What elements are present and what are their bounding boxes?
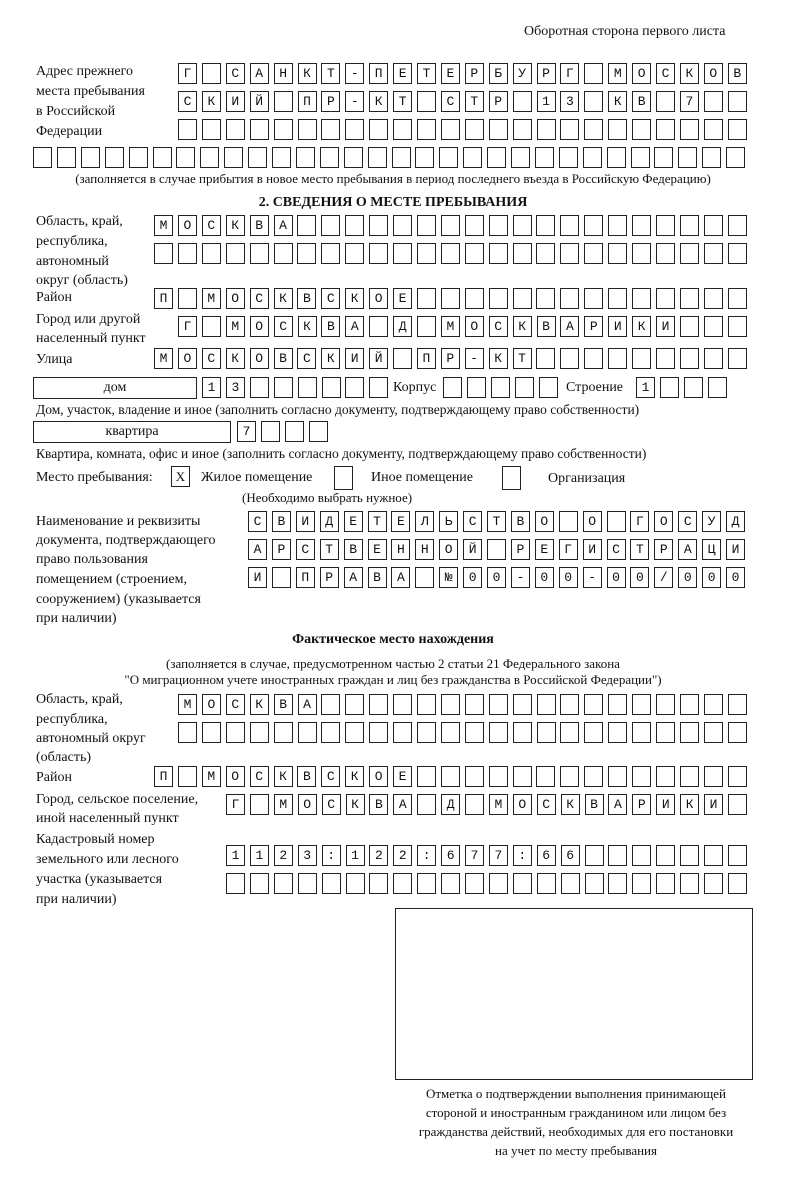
char-box[interactable] [154, 243, 173, 264]
char-box[interactable] [465, 288, 484, 309]
char-box[interactable] [513, 243, 532, 264]
char-box[interactable] [608, 873, 627, 894]
char-box[interactable] [536, 766, 555, 787]
char-box[interactable] [513, 722, 532, 743]
cadastral-label-3: участка (указывается [36, 872, 163, 887]
char-box[interactable] [560, 348, 579, 369]
char-box[interactable] [105, 147, 124, 168]
char-box[interactable] [632, 243, 651, 264]
char-box[interactable] [728, 722, 747, 743]
char-box[interactable] [684, 377, 703, 398]
char-box[interactable] [728, 348, 747, 369]
char-box[interactable] [680, 119, 699, 140]
doc-label-2: документа, подтверждающего [36, 533, 216, 548]
actual-city-label-1: Город, сельское поселение, [36, 792, 199, 807]
char-box[interactable] [728, 766, 747, 787]
char-box[interactable] [298, 119, 317, 140]
residential-checkbox[interactable]: X [171, 466, 190, 487]
char-box[interactable] [560, 243, 579, 264]
row-value: 1 [641, 380, 666, 395]
prev-address-label-3: в Российской [36, 104, 116, 119]
char-box[interactable] [680, 288, 699, 309]
prev-address-label-1: Адрес прежнего [36, 64, 133, 79]
char-box[interactable] [250, 243, 269, 264]
organization-label: Организация [548, 471, 626, 486]
char-box[interactable] [608, 288, 627, 309]
actual-region-label-4: (область) [36, 750, 92, 765]
char-box[interactable] [417, 119, 436, 140]
char-box[interactable] [728, 215, 747, 236]
char-box[interactable] [608, 348, 627, 369]
char-box[interactable] [441, 243, 460, 264]
char-box[interactable] [489, 243, 508, 264]
char-box[interactable] [583, 147, 602, 168]
char-box[interactable] [274, 119, 293, 140]
other-premises-checkbox[interactable] [334, 466, 353, 490]
char-box[interactable] [608, 694, 627, 715]
char-box[interactable] [465, 243, 484, 264]
house-note: Дом, участок, владение и иное (заполнить согласно документу, подтверждающему право собственности) [36, 402, 640, 417]
char-box[interactable] [708, 377, 727, 398]
region-label-4: округ (область) [36, 273, 128, 288]
char-box[interactable] [728, 288, 747, 309]
char-box[interactable] [226, 873, 245, 894]
char-box[interactable] [704, 348, 723, 369]
char-box[interactable] [285, 421, 304, 442]
char-box[interactable] [680, 766, 699, 787]
char-box[interactable] [584, 119, 603, 140]
row-value: Г МОСКВА Д МОСКВАРИКИ [183, 319, 686, 334]
prev-address-label-2: места пребывания [36, 84, 145, 99]
char-box[interactable] [728, 243, 747, 264]
char-box[interactable] [632, 348, 651, 369]
char-box[interactable] [393, 119, 412, 140]
char-box[interactable] [368, 147, 387, 168]
char-box[interactable] [608, 243, 627, 264]
char-box[interactable] [680, 243, 699, 264]
char-box[interactable] [441, 119, 460, 140]
char-box[interactable] [632, 694, 651, 715]
char-box[interactable] [656, 873, 675, 894]
char-box[interactable] [369, 377, 388, 398]
char-box[interactable] [441, 288, 460, 309]
char-box[interactable] [513, 215, 532, 236]
char-box[interactable] [439, 147, 458, 168]
char-box[interactable] [489, 722, 508, 743]
char-box[interactable] [632, 215, 651, 236]
char-box[interactable] [704, 873, 723, 894]
row-value: Г МОСКВА Д МОСКВАРИКИ [231, 797, 734, 812]
char-box[interactable] [178, 119, 197, 140]
char-box[interactable] [704, 288, 723, 309]
char-box[interactable] [728, 845, 747, 866]
prev-address-note: (заполняется в случае прибытия в новое место пребывания в период последнего въезда в Российскую Федерацию) [75, 171, 711, 186]
char-box[interactable] [704, 694, 723, 715]
row-value: Г САНКТ-ПЕТЕРБУРГ МОСКОВ [183, 66, 758, 81]
char-box[interactable] [513, 694, 532, 715]
char-box[interactable] [441, 722, 460, 743]
char-box[interactable] [537, 873, 556, 894]
char-box[interactable] [344, 147, 363, 168]
char-box[interactable] [726, 147, 745, 168]
char-box[interactable] [489, 119, 508, 140]
char-box[interactable] [202, 722, 221, 743]
doc-label-3: право пользования [36, 552, 148, 567]
char-box[interactable] [704, 766, 723, 787]
char-box[interactable] [656, 845, 675, 866]
char-box[interactable] [321, 722, 340, 743]
char-box[interactable] [537, 119, 556, 140]
char-box[interactable] [465, 722, 484, 743]
char-box[interactable] [309, 421, 328, 442]
char-box[interactable] [536, 215, 555, 236]
char-box[interactable] [441, 215, 460, 236]
char-box[interactable] [417, 873, 436, 894]
char-box[interactable] [465, 215, 484, 236]
char-box[interactable] [728, 119, 747, 140]
char-box[interactable] [559, 147, 578, 168]
char-box[interactable] [321, 215, 340, 236]
char-box[interactable] [393, 694, 412, 715]
char-box[interactable] [392, 147, 411, 168]
char-box[interactable] [537, 722, 556, 743]
district-label: Район [36, 290, 72, 305]
char-box[interactable] [272, 147, 291, 168]
char-box[interactable] [513, 288, 532, 309]
street-label: Улица [36, 352, 73, 367]
char-box[interactable] [463, 147, 482, 168]
cadastral-label-1: Кадастровый номер [36, 832, 155, 847]
confirmation-caption-2: стороной и иностранным гражданином или лицом без [425, 1105, 727, 1120]
actual-district-label: Район [36, 770, 72, 785]
char-box[interactable] [704, 845, 723, 866]
char-box[interactable] [584, 243, 603, 264]
char-box[interactable] [441, 694, 460, 715]
char-box[interactable] [632, 873, 651, 894]
row-value: СКИЙ ПР-КТ СТР 13 КВ 7 [183, 94, 710, 109]
char-box[interactable] [176, 147, 195, 168]
char-box[interactable] [153, 147, 172, 168]
char-box[interactable] [345, 722, 364, 743]
char-box[interactable] [441, 873, 460, 894]
char-box[interactable] [298, 722, 317, 743]
region-label-3: автономный [36, 254, 109, 269]
char-box[interactable] [393, 722, 412, 743]
actual-region-label-3: автономный округ [36, 731, 146, 746]
char-box[interactable] [704, 243, 723, 264]
char-box[interactable] [680, 722, 699, 743]
row-value: СВИДЕТЕЛЬСТВО О ГОСУД [253, 514, 756, 529]
char-box[interactable] [608, 119, 627, 140]
confirmation-caption-1: Отметка о подтверждении выполнения принимающей [425, 1086, 727, 1101]
confirmation-caption-3: гражданства действий, необходимых для его постановки [418, 1124, 734, 1139]
char-box[interactable] [656, 694, 675, 715]
organization-checkbox[interactable] [502, 466, 521, 490]
char-box[interactable] [585, 873, 604, 894]
char-box[interactable] [491, 377, 510, 398]
char-box[interactable] [33, 147, 52, 168]
char-box[interactable] [560, 288, 579, 309]
char-box[interactable] [535, 147, 554, 168]
char-box[interactable] [680, 845, 699, 866]
char-box[interactable] [369, 119, 388, 140]
char-box[interactable] [584, 722, 603, 743]
char-box[interactable] [704, 722, 723, 743]
char-box[interactable] [511, 147, 530, 168]
char-box[interactable] [417, 243, 436, 264]
char-box[interactable] [608, 845, 627, 866]
char-box[interactable] [202, 119, 221, 140]
actual-location-title: Фактическое место нахождения [292, 632, 494, 647]
char-box[interactable] [321, 243, 340, 264]
char-box[interactable] [654, 147, 673, 168]
char-box[interactable] [489, 766, 508, 787]
char-box[interactable] [226, 722, 245, 743]
char-box[interactable] [560, 694, 579, 715]
char-box[interactable] [226, 243, 245, 264]
residential-label: Жилое помещение [201, 470, 313, 485]
char-box[interactable] [322, 873, 341, 894]
char-box[interactable] [515, 377, 534, 398]
char-box[interactable] [320, 147, 339, 168]
char-box[interactable] [467, 377, 486, 398]
apartment-type-field[interactable]: квартира [33, 421, 231, 443]
city-label-2: населенный пункт [36, 331, 146, 346]
char-box[interactable] [584, 215, 603, 236]
char-box[interactable] [560, 119, 579, 140]
char-box[interactable] [608, 722, 627, 743]
char-box[interactable] [369, 215, 388, 236]
char-box[interactable] [656, 722, 675, 743]
char-box[interactable] [250, 722, 269, 743]
char-box[interactable] [560, 722, 579, 743]
char-box[interactable] [728, 91, 747, 112]
char-box[interactable] [584, 766, 603, 787]
char-box[interactable] [632, 288, 651, 309]
char-box[interactable] [465, 694, 484, 715]
char-box[interactable] [656, 766, 675, 787]
char-box[interactable] [200, 147, 219, 168]
char-box[interactable] [678, 147, 697, 168]
char-box[interactable] [680, 348, 699, 369]
char-box[interactable] [656, 348, 675, 369]
char-box[interactable] [513, 873, 532, 894]
char-box[interactable] [393, 873, 412, 894]
row-value: 13 [207, 380, 256, 395]
char-box[interactable] [417, 215, 436, 236]
confirmation-caption-4: на учет по месту пребывания [495, 1143, 657, 1158]
char-box[interactable] [393, 243, 412, 264]
actual-city-label-2: иной населенный пункт [36, 811, 179, 826]
prev-address-label-4: Федерации [36, 124, 103, 139]
char-box[interactable] [465, 119, 484, 140]
char-box[interactable] [250, 119, 269, 140]
char-box[interactable] [584, 694, 603, 715]
char-box[interactable] [704, 215, 723, 236]
char-box[interactable] [248, 147, 267, 168]
char-box[interactable] [178, 722, 197, 743]
char-box[interactable] [536, 288, 555, 309]
char-box[interactable] [487, 147, 506, 168]
char-box[interactable] [369, 694, 388, 715]
row-value: МОСКВА [159, 218, 304, 233]
char-box[interactable] [656, 215, 675, 236]
char-box[interactable] [57, 147, 76, 168]
row-value: 7 [242, 424, 267, 439]
apartment-note: Квартира, комната, офис и иное (заполнить согласно документу, подтверждающему право собственности) [36, 446, 647, 461]
char-box[interactable] [561, 873, 580, 894]
building-label: Строение [566, 380, 624, 395]
char-box[interactable] [631, 147, 650, 168]
char-box[interactable] [704, 119, 723, 140]
char-box[interactable] [489, 873, 508, 894]
char-box[interactable] [298, 873, 317, 894]
char-box[interactable] [656, 288, 675, 309]
char-box[interactable] [728, 694, 747, 715]
char-box[interactable] [129, 147, 148, 168]
char-box[interactable] [345, 694, 364, 715]
char-box[interactable] [656, 243, 675, 264]
char-box[interactable] [632, 845, 651, 866]
char-box[interactable] [680, 215, 699, 236]
char-box[interactable] [704, 316, 723, 337]
char-box[interactable] [632, 766, 651, 787]
korpus-label: Корпус [393, 380, 437, 395]
char-box[interactable] [297, 243, 316, 264]
actual-location-note-2: "О миграционном учете иностранных граждан и лиц без гражданства в Российской Федерации") [124, 672, 662, 687]
doc-label-1: Наименование и реквизиты [36, 514, 201, 529]
char-box[interactable] [369, 243, 388, 264]
char-box[interactable] [345, 215, 364, 236]
doc-label-4: помещением (строением, [36, 572, 187, 587]
char-box[interactable] [608, 766, 627, 787]
char-box[interactable] [441, 766, 460, 787]
stay-place-label: Место пребывания: [36, 470, 153, 485]
row-value: И ПРАВА №00-00-00/000 [253, 570, 756, 585]
page-side-note: Оборотная сторона первого листа [524, 24, 726, 39]
doc-label-5: сооружением) (указывается [36, 592, 201, 607]
char-box[interactable] [274, 243, 293, 264]
char-box[interactable] [728, 873, 747, 894]
char-box[interactable] [536, 243, 555, 264]
section-2-title: 2. СВЕДЕНИЯ О МЕСТЕ ПРЕБЫВАНИЯ [258, 195, 528, 210]
char-box[interactable] [322, 377, 341, 398]
row-value: МОСКОВСКИЙ ПР-КТ [159, 351, 543, 366]
char-box[interactable] [465, 766, 484, 787]
cadastral-label-2: земельного или лесного [36, 852, 179, 867]
row-value: 1123:122:677:66 [231, 848, 591, 863]
confirmation-stamp-box [395, 908, 753, 1080]
char-box[interactable] [680, 694, 699, 715]
actual-region-label-1: Область, край, [36, 692, 123, 707]
char-box[interactable] [274, 377, 293, 398]
char-box[interactable] [537, 694, 556, 715]
char-box[interactable] [584, 288, 603, 309]
char-box[interactable] [346, 873, 365, 894]
char-box[interactable] [513, 119, 532, 140]
row-value: АРСТВЕННОЙ РЕГИСТРАЦИ [253, 542, 756, 557]
char-box[interactable] [728, 316, 747, 337]
char-box[interactable] [345, 243, 364, 264]
char-box[interactable] [608, 215, 627, 236]
region-label-2: республика, [36, 234, 108, 249]
city-label-1: Город или другой [36, 312, 141, 327]
char-box[interactable] [321, 119, 340, 140]
row-value: П МОСКВСКОЕ [159, 769, 423, 784]
char-box[interactable] [369, 722, 388, 743]
actual-region-label-2: республика, [36, 712, 108, 727]
char-box[interactable] [369, 873, 388, 894]
char-box[interactable] [296, 147, 315, 168]
char-box[interactable] [632, 722, 651, 743]
row-value: П МОСКВСКОЕ [159, 291, 423, 306]
char-box[interactable] [250, 873, 269, 894]
char-box[interactable] [680, 873, 699, 894]
char-box[interactable] [584, 348, 603, 369]
actual-location-note-1: (заполняется в случае, предусмотренном частью 2 статьи 21 Федерального закона [166, 656, 620, 671]
doc-label-6: при наличии) [36, 611, 117, 626]
char-box[interactable] [702, 147, 721, 168]
char-box[interactable] [539, 377, 558, 398]
char-box[interactable] [489, 288, 508, 309]
char-box[interactable] [274, 873, 293, 894]
char-box[interactable] [489, 694, 508, 715]
region-label-1: Область, край, [36, 214, 123, 229]
char-box[interactable] [656, 119, 675, 140]
char-box[interactable] [178, 243, 197, 264]
char-box[interactable] [415, 147, 434, 168]
row-value: МОСКВА [183, 697, 328, 712]
char-box[interactable] [632, 119, 651, 140]
char-box[interactable] [81, 147, 100, 168]
char-box[interactable] [417, 694, 436, 715]
cadastral-label-4: при наличии) [36, 892, 117, 907]
char-box[interactable] [489, 215, 508, 236]
char-box[interactable] [607, 147, 626, 168]
char-box[interactable] [274, 722, 293, 743]
char-box[interactable] [417, 722, 436, 743]
char-box[interactable] [345, 119, 364, 140]
char-box[interactable] [393, 215, 412, 236]
char-box[interactable] [226, 119, 245, 140]
char-box[interactable] [202, 243, 221, 264]
char-box[interactable] [345, 377, 364, 398]
options-note: (Необходимо выбрать нужное) [242, 490, 413, 505]
char-box[interactable] [513, 766, 532, 787]
char-box[interactable] [560, 766, 579, 787]
char-box[interactable] [224, 147, 243, 168]
char-box[interactable] [560, 215, 579, 236]
char-box[interactable] [443, 377, 462, 398]
other-premises-label: Иное помещение [371, 470, 473, 485]
char-box[interactable] [465, 873, 484, 894]
char-box[interactable] [298, 377, 317, 398]
house-type-field[interactable]: дом [33, 377, 197, 399]
